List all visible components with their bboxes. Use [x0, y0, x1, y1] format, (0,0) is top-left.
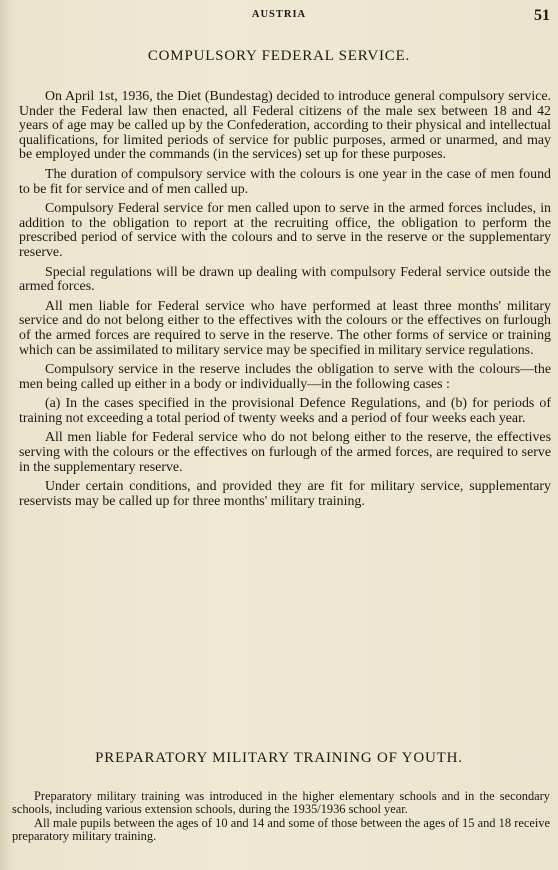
paragraph: The duration of compulsory service with the colours is one year in the case of men found to be fit for service and of men called up.: [19, 166, 551, 197]
paragraph: On April 1st, 1936, the Diet (Bundestag) decided to introduce general compulsory service. Under the Federal law then enacted, all Federal citizens of the male sex between 18 and 42 years of age may be called up by the Confederation, according to their physical and intellectual qualifications, for limited periods of service for public purposes, armed or unarmed, and may be employed under the commands (in the services) set up for these purposes.: [19, 89, 551, 163]
paragraph: Under certain conditions, and provided they are fit for military service, supplementary reservists may be called up for three months' military training.: [19, 479, 551, 509]
paragraph: (a) In the cases specified in the provisional Defence Regulations, and (b) for periods of training not exceeding a total period of twenty weeks and a period of four weeks each year.: [19, 396, 551, 426]
running-header: [0, 7, 558, 27]
paragraph: Special regulations will be drawn up dealing with compulsory Federal service outside the armed forces.: [19, 264, 551, 295]
paragraph: All men liable for Federal service who do not belong either to the reserve, the effectives serving with the colours or the effectives on furlough of the armed forces, are required to serve in the supplementary reserve.: [19, 430, 551, 475]
paragraph: All men liable for Federal service who have performed at least three months' military service and do not belong either to the effectives with the colours or the effectives on furlough of the armed forces are required to serve in the reserve. The other forms of service or training which can be assimilated to military service may be specified in military service regulations.: [19, 298, 551, 358]
page-number: 51: [534, 7, 550, 24]
paragraph: Preparatory military training was introduced in the higher elementary schools and in the secondary schools, including various extension schools, during the 1935/1936 school year.: [12, 789, 550, 816]
section-title-compulsory-service: COMPULSORY FEDERAL SERVICE.: [147, 48, 411, 64]
section-body-compulsory-service: [19, 90, 551, 514]
paragraph: Compulsory service in the reserve includes the obligation to serve with the colours—the men being called up either in a body or individually—in the following cases :: [19, 362, 551, 392]
paragraph: Compulsory Federal service for men called upon to serve in the armed forces includes, in addition to the obligation to report at the recruiting office, the obligation to perform the prescribed period of service with the colours and to serve in the reserve or the supplementary reserve.: [19, 201, 551, 260]
section-body-preparatory-training: [12, 790, 550, 844]
paragraph: All male pupils between the ages of 10 and 14 and some of those between the ages of 15 and 18 receive preparatory military training.: [12, 816, 550, 843]
section-title-preparatory-training: PREPARATORY MILITARY TRAINING OF YOUTH.: [95, 750, 463, 766]
running-head-country: AUSTRIA: [251, 9, 307, 20]
